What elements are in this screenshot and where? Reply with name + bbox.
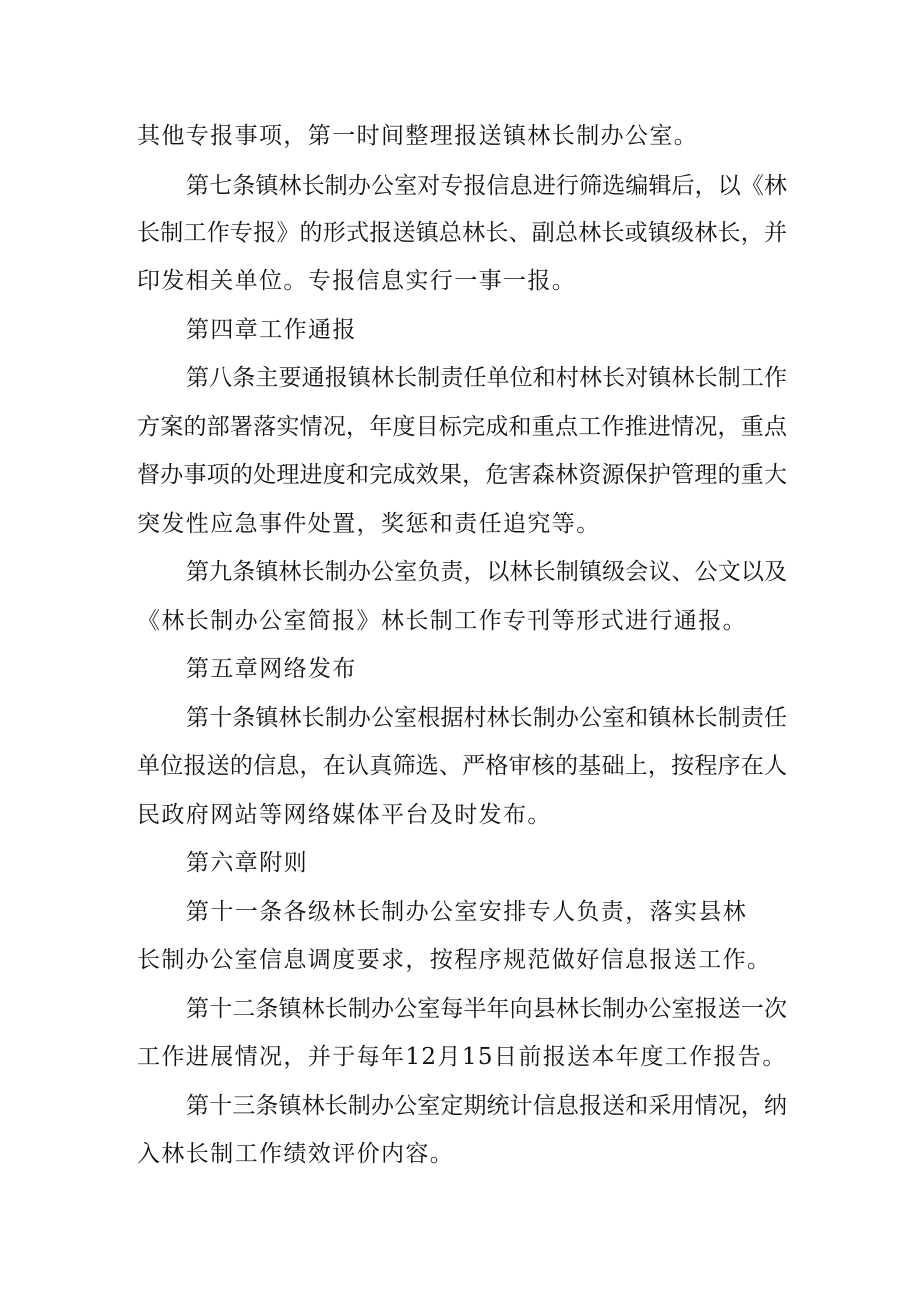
chapter-heading: 第四章工作通报 bbox=[186, 317, 357, 343]
paragraph-line: 入林长制工作绩效评价内容。 bbox=[137, 1141, 455, 1167]
paragraph-line: 《林长制办公室简报》林长制工作专刊等形式进行通报。 bbox=[137, 608, 747, 634]
paragraph-line: 单位报送的信息，在认真筛选、严格审核的基础上，按程序在人 bbox=[137, 753, 787, 779]
paragraph-line: 民政府网站等网络媒体平台及时发布。 bbox=[137, 802, 552, 828]
chapter-heading: 第五章网络发布 bbox=[186, 656, 357, 682]
paragraph-line: 第十一条各级林长制办公室安排专人负责，落实县林 bbox=[186, 899, 748, 925]
paragraph-line: 印发相关单位。专报信息实行一事一报。 bbox=[137, 268, 577, 294]
paragraph-line: 方案的部署落实情况，年度目标完成和重点工作推进情况，重点 bbox=[137, 414, 787, 440]
paragraph-line: 督办事项的处理进度和完成效果，危害森林资源保护管理的重大 bbox=[137, 462, 787, 488]
paragraph-line: 第十条镇林长制办公室根据村林长制办公室和镇林长制责任 bbox=[186, 705, 787, 731]
paragraph-line: 长制工作专报》的形式报送镇总林长、副总林长或镇级林长，并 bbox=[137, 220, 787, 246]
paragraph-line: 工作进展情况，并于每年12月15日前报送本年度工作报告。 bbox=[137, 1044, 787, 1070]
paragraph-line: 第八条主要通报镇林长制责任单位和村林长对镇林长制工作 bbox=[186, 365, 787, 391]
paragraph-line: 第七条镇林长制办公室对专报信息进行筛选编辑后，以《林 bbox=[186, 173, 787, 199]
chapter-heading: 第六章附则 bbox=[186, 850, 308, 876]
paragraph-line: 第十二条镇林长制办公室每半年向县林长制办公室报送一次 bbox=[186, 996, 787, 1022]
paragraph-line: 第十三条镇林长制办公室定期统计信息报送和采用情况，纳 bbox=[186, 1093, 787, 1119]
paragraph-line: 第九条镇林长制办公室负责，以林长制镇级会议、公文以及 bbox=[186, 559, 787, 585]
paragraph-line: 突发性应急事件处置，奖惩和责任追究等。 bbox=[137, 511, 601, 537]
paragraph-line: 长制办公室信息调度要求，按程序规范做好信息报送工作。 bbox=[137, 947, 772, 973]
paragraph-line: 其他专报事项，第一时间整理报送镇林长制办公室。 bbox=[137, 123, 699, 149]
